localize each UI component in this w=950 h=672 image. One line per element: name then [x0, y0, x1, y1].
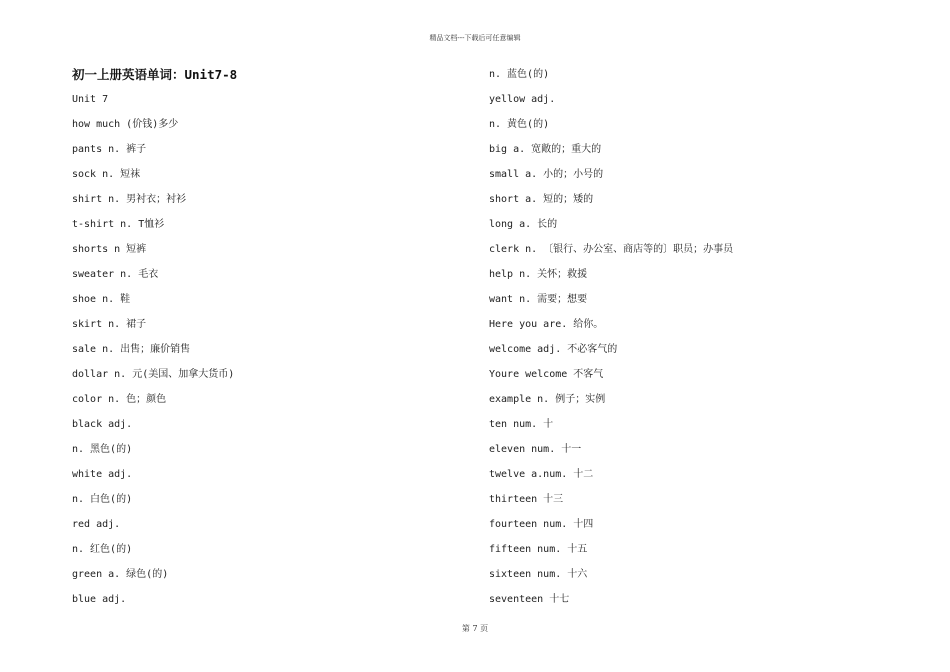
- word-entry: n. 蓝色(的): [489, 69, 550, 80]
- word-entry: fourteen num. 十四: [489, 519, 594, 530]
- word-entry: sixteen num. 十六: [489, 569, 588, 580]
- word-entry: n. 黄色(的): [489, 119, 550, 130]
- word-entry: shoe n. 鞋: [72, 294, 131, 305]
- word-entry: n. 白色(的): [72, 494, 133, 505]
- word-entry: short a. 短的；矮的: [489, 194, 594, 205]
- word-entry: white adj.: [72, 469, 133, 480]
- word-entry: ten num. 十: [489, 419, 554, 430]
- word-entry: help n. 关怀；救援: [489, 269, 588, 280]
- word-entry: red adj.: [72, 519, 121, 530]
- word-entry: n. 红色(的): [72, 544, 133, 555]
- left-column: [72, 64, 452, 614]
- word-entry: example n. 例子；实例: [489, 394, 606, 405]
- word-entry: pants n. 裤子: [72, 144, 147, 155]
- word-entry: Here you are. 给你。: [489, 319, 604, 330]
- word-entry: welcome adj. 不必客气的: [489, 344, 618, 355]
- word-entry: t-shirt n. T恤衫: [72, 219, 165, 230]
- page-header: 精品文档---下载后可任意编辑: [429, 34, 521, 42]
- word-entry: shirt n. 男衬衣；衬衫: [72, 194, 187, 205]
- word-entry: thirteen 十三: [489, 494, 564, 505]
- word-entry: eleven num. 十一: [489, 444, 582, 455]
- word-entry: yellow adj.: [489, 94, 556, 105]
- word-entry: sweater n. 毛衣: [72, 269, 159, 280]
- word-entry: n. 黑色(的): [72, 444, 133, 455]
- word-entry: Unit 7: [72, 94, 109, 105]
- page-number: 第 7 页: [461, 624, 489, 633]
- document-title: 初一上册英语单词：Unit7-8: [72, 67, 238, 82]
- word-entry: sock n. 短袜: [72, 169, 141, 180]
- word-entry: fifteen num. 十五: [489, 544, 588, 555]
- word-entry: clerk n. 〔银行、办公室、商店等的〕职员；办事员: [489, 244, 734, 255]
- word-entry: want n. 需要；想要: [489, 294, 588, 305]
- left-word-list: [72, 89, 452, 614]
- word-entry: shorts n 短裤: [72, 244, 147, 255]
- word-entry: green a. 绿色(的): [72, 569, 169, 580]
- word-entry: sale n. 出售；廉价销售: [72, 344, 191, 355]
- word-entry: long a. 长的: [489, 219, 558, 230]
- word-entry: blue adj.: [72, 594, 127, 605]
- word-entry: big a. 宽敞的；重大的: [489, 144, 602, 155]
- word-entry: small a. 小的；小号的: [489, 169, 604, 180]
- right-word-list: [489, 64, 889, 614]
- word-entry: skirt n. 裙子: [72, 319, 147, 330]
- word-entry: Youre welcome 不客气: [489, 369, 604, 380]
- word-entry: twelve a.num. 十二: [489, 469, 594, 480]
- word-entry: dollar n. 元(美国、加拿大货币): [72, 369, 235, 380]
- right-column: [489, 64, 889, 614]
- word-entry: how much (价钱)多少: [72, 119, 179, 130]
- word-entry: seventeen 十七: [489, 594, 570, 605]
- word-entry: color n. 色；颜色: [72, 394, 167, 405]
- word-entry: black adj.: [72, 419, 133, 430]
